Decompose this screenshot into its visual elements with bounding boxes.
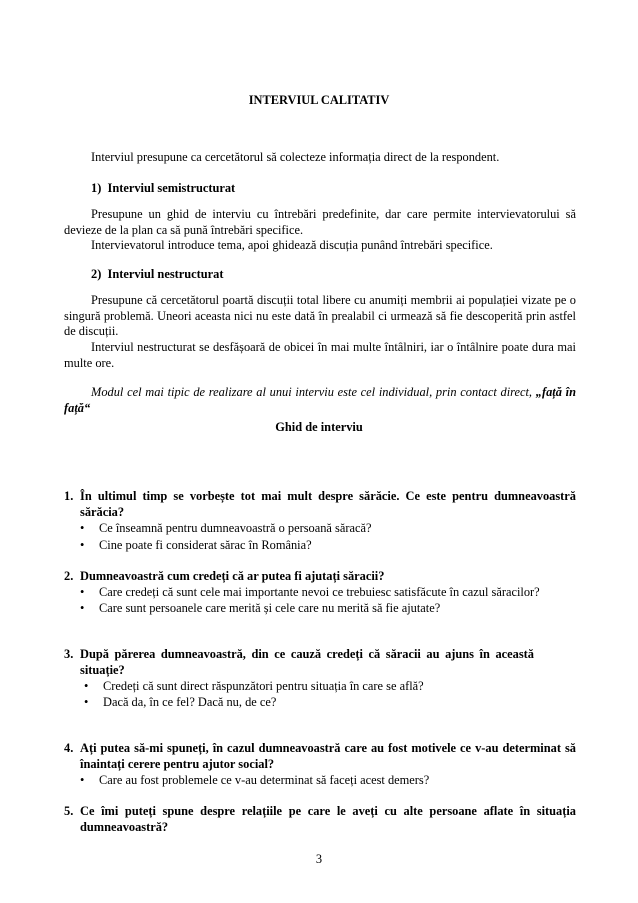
list-item bbox=[84, 695, 580, 711]
note-emphasis: „față în față“ bbox=[64, 385, 576, 415]
note-paragraph bbox=[64, 385, 576, 416]
bullet-icon: • bbox=[80, 538, 85, 552]
list-item bbox=[80, 521, 576, 537]
question-text: Ce îmi puteți spune despre relațiile pe care le aveți cu alte persoane aflate în situația dumneavoastră? bbox=[80, 804, 576, 834]
list-item-text: Care credeți că sunt cele mai importante nevoi ce trebuiesc satisfăcute în cazul săracilor? bbox=[99, 585, 540, 599]
section-2-paragraph-2: Interviul nestructurat se desfășoară de obicei în mai multe întâlniri, iar o întâlnire poate dura mai multe ore. bbox=[64, 340, 576, 370]
bullet-icon: • bbox=[80, 601, 85, 615]
section-1-heading: 1) Interviul semistructurat bbox=[91, 181, 236, 195]
list-item bbox=[80, 601, 576, 617]
list-item bbox=[80, 538, 576, 554]
question-number: 1. bbox=[64, 489, 74, 503]
list-item bbox=[80, 585, 576, 601]
list-item-text: Care sunt persoanele care merită și cele care nu merită să fie ajutate? bbox=[99, 601, 441, 615]
list-item-text: Cine poate fi considerat sărac în România? bbox=[99, 538, 312, 552]
question-number: 5. bbox=[64, 804, 74, 818]
list-item-text: Credeți că sunt direct răspunzători pentru situația în care se află? bbox=[103, 679, 424, 693]
bullet-icon: • bbox=[84, 679, 89, 693]
question-number: 3. bbox=[64, 647, 74, 661]
page-number: 3 bbox=[315, 852, 323, 866]
note-text: Modul cel mai tipic de realizare al unui interviu este cel individual, prin contact direct, bbox=[91, 385, 536, 399]
section-1-paragraph-1: Presupune un ghid de interviu cu întrebări predefinite, dar care permite intervievatorului să devieze de la plan ca să pună întrebări specifice. bbox=[64, 207, 576, 237]
bullet-icon: • bbox=[84, 695, 89, 709]
question-text: După părerea dumneavoastră, din ce cauză credeți că săracii au ajuns în această situație? bbox=[80, 647, 534, 677]
section-2-paragraph-1: Presupune că cercetătorul poartă discuții total libere cu anumiți membrii ai populației vizate pe o singură problemă. Uneori aceasta nici nu este dată în prealabil ci urmează să fie descoperită prin astfel de discuții. bbox=[64, 293, 576, 338]
list-item bbox=[80, 773, 576, 789]
question-4 bbox=[64, 741, 576, 772]
question-text: Ați putea să-mi spuneți, în cazul dumneavoastră care au fost motivele ce v-au determinat să înaintați cerere pentru ajutor social? bbox=[80, 741, 576, 771]
question-number: 4. bbox=[64, 741, 74, 755]
guide-title: Ghid de interviu bbox=[275, 420, 363, 434]
list-item-text: Dacă da, în ce fel? Dacă nu, de ce? bbox=[103, 695, 277, 709]
bullet-icon: • bbox=[80, 585, 85, 599]
section-2-heading: 2) Interviul nestructurat bbox=[91, 267, 224, 281]
question-number: 2. bbox=[64, 569, 74, 583]
bullet-icon: • bbox=[80, 773, 85, 787]
question-1 bbox=[64, 489, 576, 520]
bullet-icon: • bbox=[80, 521, 85, 535]
list-item-text: Care au fost problemele ce v-au determinat să faceți acest demers? bbox=[99, 773, 430, 787]
question-text: În ultimul timp se vorbește tot mai mult despre sărăcie. Ce este pentru dumneavoastră sărăcia? bbox=[80, 489, 576, 519]
section-1-paragraph-2: Intervievatorul introduce tema, apoi ghidează discuția punând întrebări specifice. bbox=[91, 238, 493, 252]
question-2 bbox=[64, 569, 576, 585]
page-title: INTERVIUL CALITATIV bbox=[248, 93, 390, 107]
question-3 bbox=[64, 647, 534, 678]
intro-paragraph: Interviul presupune ca cercetătorul să colecteze informația direct de la respondent. bbox=[91, 150, 500, 164]
question-5 bbox=[64, 804, 576, 835]
question-text: Dumneavoastră cum credeți că ar putea fi ajutați săracii? bbox=[80, 569, 385, 583]
list-item-text: Ce înseamnă pentru dumneavoastră o persoană săracă? bbox=[99, 521, 372, 535]
list-item bbox=[84, 679, 580, 695]
